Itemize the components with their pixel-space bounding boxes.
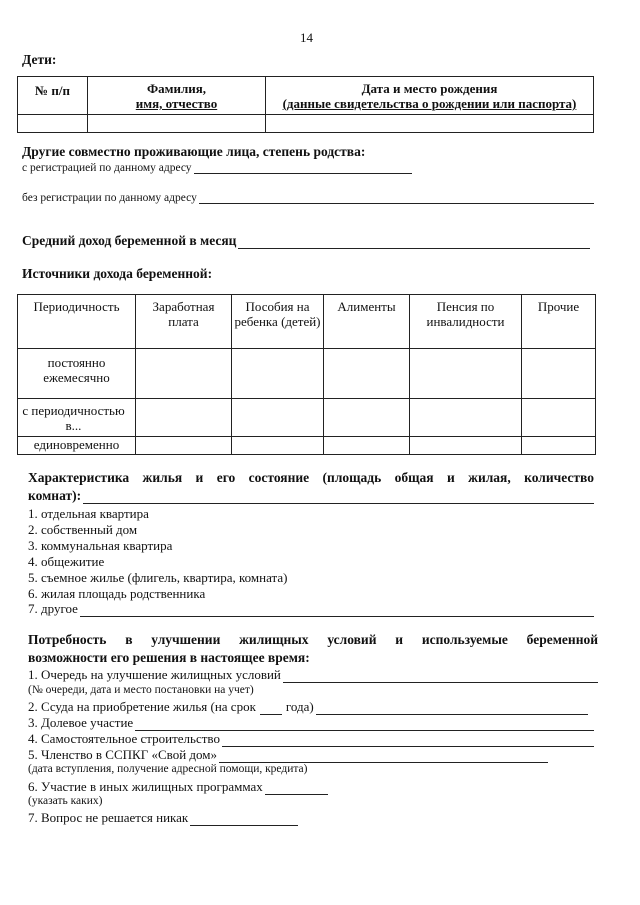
income-cell[interactable] [324, 349, 410, 399]
income-table [17, 294, 596, 455]
needs-item4-label: 4. Самостоятельное строительство [28, 731, 220, 746]
page-number: 14 [300, 30, 313, 45]
without-registration-label: без регистрации по данному адресу [22, 192, 197, 204]
housing-heading-line2-row [28, 488, 594, 504]
needs-item5-note: (дата вступления, получение адресной помощи, кредита) [28, 763, 308, 775]
needs-item5-field[interactable] [219, 750, 548, 763]
col-birth-line1: Дата и место рождения [361, 81, 498, 96]
needs-item2-field[interactable] [316, 702, 588, 715]
col-number-header: № п/п [18, 77, 88, 115]
cohabitants-heading: Другие совместно проживающие лица, степень родства: [22, 144, 366, 159]
needs-heading-line1: Потребность в улучшении жилищных условий и используемые беременной [28, 632, 598, 647]
income-cell[interactable] [522, 437, 596, 455]
col-name-header [88, 77, 266, 115]
housing-item: 7. другое [28, 601, 78, 616]
with-registration-field[interactable] [194, 161, 412, 174]
income-cell[interactable] [522, 349, 596, 399]
housing-description-field[interactable] [83, 491, 594, 504]
housing-other-field[interactable] [80, 604, 594, 617]
income-cell[interactable] [136, 399, 232, 437]
housing-heading-line2: комнат): [28, 488, 82, 503]
needs-item6-note: (указать каких) [28, 795, 103, 807]
income-cell[interactable] [232, 399, 324, 437]
needs-item4-row [28, 731, 594, 747]
housing-other-row [28, 601, 594, 617]
income-col-other: Прочие [522, 295, 596, 349]
income-cell[interactable] [232, 349, 324, 399]
income-row-monthly: постоянно ежемесячно [18, 349, 136, 399]
without-registration-field[interactable] [199, 191, 594, 204]
needs-heading-line2: возможности его решения в настоящее время: [28, 650, 310, 665]
needs-item6-label: 6. Участие в иных жилищных программах [28, 779, 263, 794]
income-cell[interactable] [324, 437, 410, 455]
needs-item2-row [28, 699, 588, 715]
col-name-line2: имя, отчество [135, 96, 218, 111]
needs-item2-term-field[interactable] [260, 702, 282, 715]
needs-item1-field[interactable] [283, 670, 598, 683]
housing-heading-line1: Характеристика жилья и его состояние (площадь общая и жилая, количество [28, 470, 594, 485]
children-heading: Дети: [22, 52, 57, 67]
income-cell[interactable] [136, 349, 232, 399]
with-registration-row [22, 161, 412, 174]
average-income-row [22, 233, 590, 249]
needs-item1-label: 1. Очередь на улучшение жилищных условий [28, 667, 281, 682]
income-cell[interactable] [136, 437, 232, 455]
needs-item4-field[interactable] [222, 734, 594, 747]
income-col-salary: Заработная плата [136, 295, 232, 349]
income-cell[interactable] [324, 399, 410, 437]
income-cell[interactable] [410, 437, 522, 455]
needs-item5-label: 5. Членство в ССПКГ «Свой дом» [28, 747, 217, 762]
col-name-line1: Фамилия, [146, 81, 207, 96]
income-col-disability-pension: Пенсия по инвалидности [410, 295, 522, 349]
income-cell[interactable] [522, 399, 596, 437]
needs-item1-row [28, 667, 598, 683]
children-cell-number[interactable] [18, 115, 88, 133]
needs-item3-field[interactable] [135, 718, 594, 731]
needs-item7-field[interactable] [190, 813, 298, 826]
housing-item: 5. съемное жилье (флигель, квартира, комната) [28, 570, 288, 585]
income-cell[interactable] [410, 399, 522, 437]
needs-item2-label: 2. Ссуда на приобретение жилья (на срок [28, 699, 256, 714]
needs-item6-field[interactable] [265, 782, 328, 795]
needs-item5-row [28, 747, 548, 763]
children-cell-name[interactable] [88, 115, 266, 133]
average-income-field[interactable] [238, 236, 590, 249]
needs-item1-note: (№ очереди, дата и место постановки на учет) [28, 684, 254, 696]
income-col-alimony: Алименты [324, 295, 410, 349]
income-cell[interactable] [410, 349, 522, 399]
children-cell-birth[interactable] [266, 115, 594, 133]
income-row-periodic: с периодичностью в... [18, 399, 136, 437]
housing-item: 4. общежитие [28, 554, 105, 569]
housing-item: 1. отдельная квартира [28, 506, 149, 521]
needs-item7-row [28, 810, 298, 826]
housing-item: 6. жилая площадь родственника [28, 586, 206, 601]
housing-item: 2. собственный дом [28, 522, 138, 537]
col-birth-header [266, 77, 594, 115]
income-cell[interactable] [232, 437, 324, 455]
with-registration-label: с регистрацией по данному адресу [22, 162, 192, 174]
income-row-one-time: единовременно [18, 437, 136, 455]
housing-item: 3. коммунальная квартира [28, 538, 173, 553]
needs-item2-years-label: года) [285, 699, 314, 714]
average-income-label: Средний доход беременной в месяц [22, 233, 237, 248]
income-sources-heading: Источники дохода беременной: [22, 266, 213, 281]
needs-item3-row [28, 715, 594, 731]
needs-item7-label: 7. Вопрос не решается никак [28, 810, 189, 825]
income-col-child-benefit: Пособия на ребенка (детей) [232, 295, 324, 349]
needs-item6-row [28, 779, 328, 795]
without-registration-row [22, 191, 594, 204]
col-birth-line2: (данные свидетельства о рождении или паспорта) [282, 96, 577, 111]
income-col-periodicity: Периодичность [18, 295, 136, 349]
children-table [17, 76, 594, 133]
needs-item3-label: 3. Долевое участие [28, 715, 134, 730]
